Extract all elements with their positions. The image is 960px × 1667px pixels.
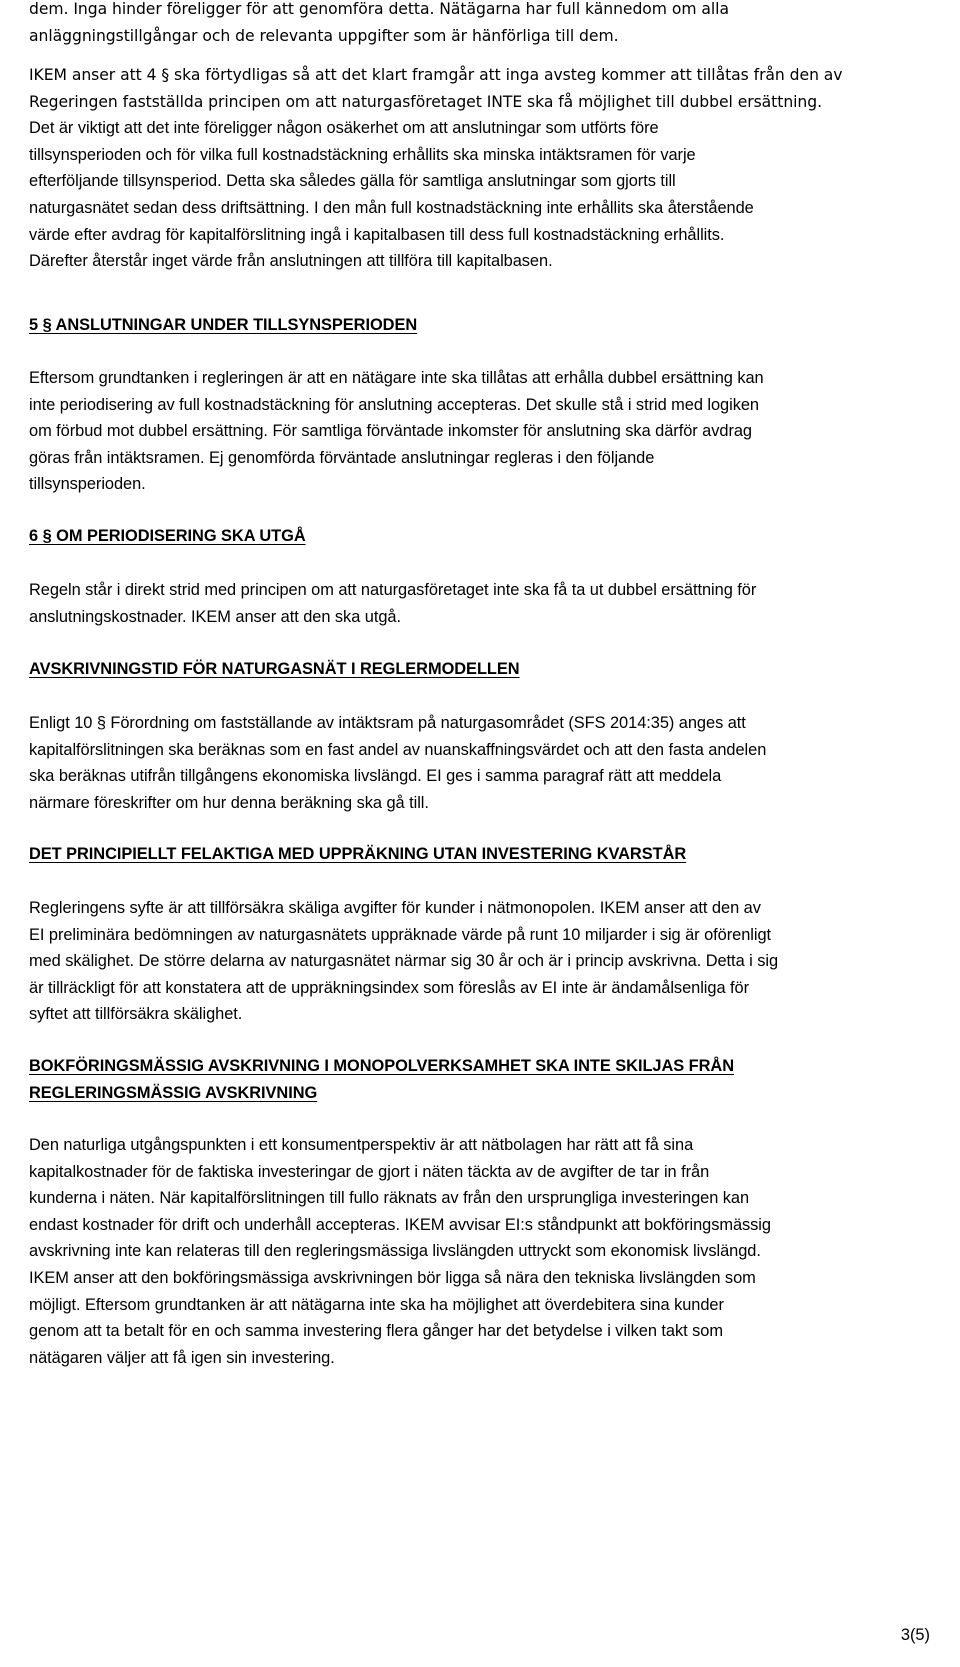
paragraph-4-paragraph	[29, 62, 945, 275]
section-heading	[29, 312, 945, 339]
text-line: Eftersom grundtanken i regleringen är att en nätägare inte ska tillåtas att erhålla dubbel ersättning kan	[29, 369, 764, 387]
heading-line: AVSKRIVNINGSTID FÖR NATURGASNÄT I REGLERMODELLEN	[29, 660, 520, 678]
text-line: möjligt. Eftersom grundtanken är att nätägarna inte ska ha möjlighet att överdebitera sina kunder	[29, 1295, 724, 1314]
text-line: kunderna i näten. När kapitalförslitningen till fullo räknats av från den ursprungliga investeringen kan	[29, 1189, 750, 1208]
paragraph	[29, 577, 945, 630]
section-heading	[29, 656, 945, 683]
section-heading	[29, 1053, 945, 1106]
paragraph	[29, 895, 945, 1028]
text-line: inte periodisering av full kostnadstäckning för anslutning accepteras. Det skulle stå i strid med logiken	[29, 395, 759, 414]
section-heading	[29, 841, 945, 868]
text-line: EI preliminära bedömningen av naturgasnätets uppräknade värde på runt 10 miljarder i sig är oförenligt	[29, 925, 772, 944]
heading-line: 5 § ANSLUTNINGAR UNDER TILLSYNSPERIODEN	[29, 316, 418, 334]
heading-line: DET PRINCIPIELLT FELAKTIGA MED UPPRÄKNING UTAN INVESTERING KVARSTÅR	[29, 845, 687, 863]
heading-line: 6 § OM PERIODISERING SKA UTGÅ	[29, 527, 306, 545]
text-line: endast kostnader för drift och underhåll accepteras. IKEM avvisar EI:s ståndpunkt att bokföringsmässig	[29, 1215, 771, 1234]
text-line: tillsynsperioden och för vilka full kostnadstäckning erhållits ska minska intäktsramen för varje	[29, 145, 696, 164]
text-line: Därefter återstår inget värde från anslutningen att tillföra till kapitalbasen.	[29, 252, 553, 271]
paragraph	[29, 1132, 945, 1371]
page-number: 3(5)	[900, 1626, 930, 1644]
text-line: naturgasnätet sedan dess driftsättning. I den mån full kostnadstäckning inte erhållits ska återstående	[29, 198, 754, 217]
text-line: syftet att tillförsäkra skälighet.	[29, 1005, 243, 1024]
text-line: tillsynsperioden.	[29, 475, 146, 494]
section-heading	[29, 523, 945, 550]
text-line: med skälighet. De större delarna av naturgasnätet närmar sig 30 år och är i princip avskrivna. Detta i sig	[29, 952, 779, 971]
text-line: genom att ta betalt för en och samma investering flera gånger har det betydelse i vilken takt som	[29, 1322, 723, 1341]
text-line: dem. Inga hinder föreligger för att genomföra detta. Nätägarna har full kännedom om alla	[29, 0, 729, 18]
text-line: nätägaren väljer att få igen sin investering.	[29, 1348, 335, 1367]
heading-line: BOKFÖRINGSMÄSSIG AVSKRIVNING I MONOPOLVERKSAMHET SKA INTE SKILJAS FRÅN	[29, 1057, 734, 1075]
text-line: avskrivning inte kan relateras till den regleringsmässiga livslängden uttryckt som ekonomisk livslängd.	[29, 1242, 761, 1261]
text-line: Regeringen fastställda principen om att naturgasföretaget INTE ska få möjlighet till dubbel ersättning.	[29, 92, 823, 111]
paragraph	[29, 365, 945, 498]
text-line: göras från intäktsramen. Ej genomförda förväntade anslutningar regleras i den följande	[29, 448, 655, 467]
text-line: anläggningstillgångar och de relevanta uppgifter som är hänförliga till dem.	[29, 26, 619, 45]
text-line: Regeln står i direkt strid med principen om att naturgasföretaget inte ska få ta ut dubbel ersättning för	[29, 581, 757, 599]
text-line: Enligt 10 § Förordning om fastställande av intäktsram på naturgasområdet (SFS 2014:35) anges att	[29, 714, 746, 732]
text-line: värde efter avdrag för kapitalförslitning ingå i kapitalbasen till dess full kostnadstäckning erhållits.	[29, 225, 725, 244]
text-line: är tillräckligt för att konstatera att de uppräkningsindex som föreslås av EI inte är ändamålsenliga för	[29, 978, 749, 997]
text-line: efterföljande tillsynsperiod. Detta ska således gälla för samtliga anslutningar som gjorts till	[29, 172, 676, 191]
heading-line: REGLERINGSMÄSSIG AVSKRIVNING	[29, 1083, 318, 1102]
text-line: kapitalkostnader för de faktiska investeringar de gjort i näten täckta av de avgifter de tar in från	[29, 1162, 710, 1181]
text-line: om förbud mot dubbel ersättning. För samtliga förväntade inkomster för anslutning ska därför avdrag	[29, 422, 752, 441]
text-line: anslutningskostnader. IKEM anser att den ska utgå.	[29, 607, 401, 626]
text-line: Regleringens syfte är att tillförsäkra skäliga avgifter för kunder i nätmonopolen. IKEM anser att den av	[29, 899, 761, 917]
paragraph	[29, 710, 945, 816]
paragraph-continuation	[29, 0, 945, 49]
text-line: närmare föreskrifter om hur denna beräkning ska gå till.	[29, 793, 429, 812]
text-line: IKEM anser att 4 § ska förtydligas så att det klart framgår att inga avsteg kommer att tillåtas från den av	[29, 66, 843, 84]
text-line: kapitalförslitningen ska beräknas som en fast andel av nuanskaffningsvärdet och att den fasta andelen	[29, 740, 767, 759]
text-line: ska beräknas utifrån tillgångens ekonomiska livslängd. EI ges i samma paragraf rätt att meddela	[29, 767, 722, 786]
text-line: Det är viktigt att det inte föreligger någon osäkerhet om att anslutningar som utförts före	[29, 119, 659, 138]
text-line: IKEM anser att den bokföringsmässiga avskrivningen bör ligga så nära den tekniska livslängden som	[29, 1268, 756, 1287]
text-line: Den naturliga utgångspunkten i ett konsumentperspektiv är att nätbolagen har rätt att få sina	[29, 1136, 694, 1154]
